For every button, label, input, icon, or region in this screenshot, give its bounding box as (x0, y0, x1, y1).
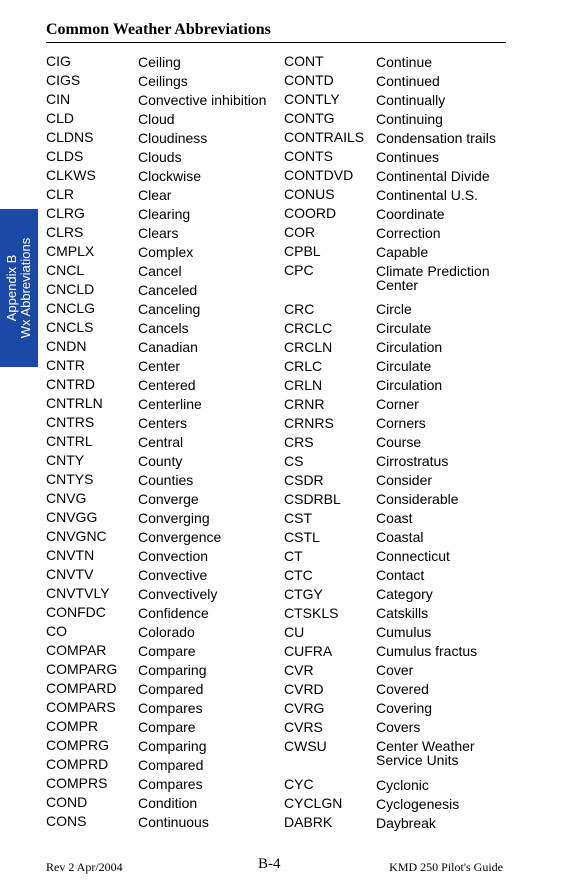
abbreviation-meaning: Circle (376, 301, 412, 317)
abbreviation-code: CNVG (46, 490, 87, 506)
abbreviation-code: COMPARD (46, 680, 117, 696)
abbreviation-meaning: Cyclonic (376, 776, 429, 793)
abbreviation-code: CST (284, 509, 312, 526)
abbreviation-meaning: Considerable (376, 491, 459, 507)
abbreviation-meaning: Clears (138, 224, 179, 241)
abbreviation-row (284, 452, 576, 471)
abbreviation-row (284, 52, 576, 71)
abbreviation-code: CRC (284, 300, 315, 317)
abbreviation-code: CONS (46, 813, 87, 829)
abbreviation-code: CONT (284, 53, 324, 69)
abbreviation-meaning: Coast (376, 510, 413, 526)
abbreviation-code: CO (46, 623, 67, 639)
abbreviation-meaning: Center Weather Service Units (376, 738, 475, 768)
abbreviation-code: CVRD (284, 680, 324, 697)
right-abbreviation-column (284, 52, 576, 832)
abbreviation-code: CNTRD (46, 376, 95, 392)
abbreviation-code: CLRS (46, 224, 84, 240)
abbreviation-meaning: Compares (138, 775, 203, 792)
abbreviation-row (284, 223, 576, 242)
abbreviation-meaning: Corner (376, 396, 419, 412)
abbreviation-row (284, 566, 576, 585)
abbreviation-code: CIN (46, 91, 71, 107)
footer-page-number: B-4 (258, 856, 281, 872)
abbreviation-row (284, 204, 576, 223)
abbreviation-code: CNCLS (46, 319, 94, 335)
abbreviation-row (284, 128, 576, 147)
abbreviation-code: CNTY (46, 452, 85, 468)
abbreviation-meaning: Covering (376, 700, 433, 716)
abbreviation-meaning: Corners (376, 415, 426, 431)
abbreviation-meaning: Cumulus fractus (376, 643, 478, 659)
abbreviation-row (284, 585, 576, 604)
abbreviation-code: DABRK (284, 814, 333, 830)
abbreviation-code: CVRG (284, 699, 325, 716)
abbreviation-row (284, 433, 576, 452)
abbreviation-meaning: Cumulus (376, 624, 432, 640)
abbreviation-meaning: Cover (376, 662, 414, 678)
abbreviation-row (284, 509, 576, 528)
abbreviation-row (284, 623, 576, 642)
abbreviation-code: CNVGNC (46, 528, 107, 544)
abbreviation-code: CWSU (284, 737, 327, 754)
abbreviation-meaning: Covered (376, 681, 429, 697)
abbreviation-code: CNTRLN (46, 395, 103, 411)
abbreviation-code: CNTYS (46, 471, 94, 487)
abbreviation-meaning: Clockwise (138, 167, 202, 184)
abbreviation-code: CYCLGN (284, 795, 343, 811)
abbreviation-code: CSDR (284, 471, 324, 488)
abbreviation-meaning: Convective (138, 566, 208, 583)
abbreviation-code: CMPLX (46, 243, 95, 259)
abbreviation-row (284, 261, 576, 300)
abbreviation-meaning: Capable (376, 243, 429, 260)
abbreviation-meaning: Continually (376, 91, 446, 108)
abbreviation-meaning: Continues (376, 148, 440, 165)
abbreviation-code: CLD (46, 110, 75, 126)
abbreviation-meaning: Cloudiness (138, 129, 208, 146)
abbreviation-meaning: Circulate (376, 320, 432, 336)
abbreviation-code: CONFDC (46, 604, 106, 620)
abbreviation-code: CIG (46, 53, 71, 69)
abbreviation-meaning: Coastal (376, 529, 424, 545)
abbreviation-row (284, 395, 576, 414)
abbreviation-row (284, 300, 576, 319)
abbreviation-meaning: Condensation trails (376, 129, 496, 146)
abbreviation-meaning: Central (138, 433, 184, 450)
abbreviation-row (284, 414, 576, 433)
abbreviation-code: CRCLN (284, 338, 333, 355)
abbreviation-code: CNDN (46, 338, 87, 354)
abbreviation-meaning: Centered (138, 376, 196, 393)
abbreviation-meaning: Covers (376, 719, 421, 735)
abbreviation-row (284, 357, 576, 376)
abbreviation-meaning: Contact (376, 567, 425, 583)
abbreviation-meaning: Clear (138, 186, 172, 203)
abbreviation-code: CRCLC (284, 319, 333, 336)
page-title: Common Weather Abbreviations (46, 21, 271, 38)
abbreviation-code: COMPR (46, 718, 99, 734)
abbreviation-row (284, 185, 576, 204)
abbreviation-meaning: Continuous (138, 813, 209, 830)
abbreviation-meaning: Compare (138, 718, 196, 735)
abbreviation-code: CONTDVD (284, 167, 354, 183)
abbreviation-meaning: Cancel (138, 262, 182, 279)
abbreviation-row (284, 528, 576, 547)
abbreviation-code: CRNR (284, 395, 325, 412)
abbreviation-code: CONTS (284, 148, 333, 164)
abbreviation-meaning: Condition (138, 794, 198, 811)
abbreviation-meaning: Compare (138, 642, 196, 659)
abbreviation-meaning: Comparing (138, 737, 207, 754)
abbreviation-meaning: Confidence (138, 604, 209, 621)
abbreviation-code: CNCLG (46, 300, 96, 316)
abbreviation-code: CU (284, 623, 305, 640)
appendix-side-tab-label (5, 238, 33, 338)
abbreviation-row (284, 604, 576, 623)
abbreviation-row (284, 71, 576, 90)
abbreviation-meaning: Catskills (376, 605, 429, 621)
abbreviation-meaning: Circulation (376, 377, 443, 393)
abbreviation-code: CONUS (284, 186, 335, 202)
abbreviation-meaning: County (138, 452, 183, 469)
abbreviation-meaning: Daybreak (376, 814, 436, 831)
abbreviation-meaning: Cyclogenesis (376, 795, 460, 812)
abbreviation-meaning: Colorado (138, 623, 195, 640)
abbreviation-meaning: Course (376, 434, 422, 450)
abbreviation-meaning: Centers (138, 414, 188, 431)
abbreviation-meaning: Ceiling (138, 53, 181, 70)
abbreviation-meaning: Canadian (138, 338, 198, 355)
abbreviation-meaning: Convection (138, 547, 209, 564)
abbreviation-meaning: Compared (138, 756, 204, 773)
abbreviation-row (284, 490, 576, 509)
abbreviation-meaning: Converge (138, 490, 199, 507)
abbreviation-meaning: Consider (376, 472, 433, 488)
abbreviation-meaning: Circulation (376, 339, 443, 355)
abbreviation-code: CPBL (284, 243, 321, 259)
abbreviation-meaning: Center (138, 357, 181, 374)
abbreviation-row (284, 376, 576, 395)
abbreviation-code: CTGY (284, 585, 323, 602)
abbreviation-code: CPC (284, 262, 314, 278)
side-tab-line-2: Wx Abbreviations (18, 237, 33, 339)
abbreviation-row (284, 794, 576, 813)
abbreviation-code: CONTRAILS (284, 129, 365, 145)
abbreviation-meaning: Centerline (138, 395, 202, 412)
abbreviation-meaning: Continental U.S. (376, 186, 478, 203)
abbreviation-code: CS (284, 452, 304, 469)
abbreviation-code: CVR (284, 661, 314, 678)
abbreviation-meaning: Continue (376, 53, 433, 70)
abbreviation-meaning: Cancels (138, 319, 189, 336)
abbreviation-meaning: Canceled (138, 281, 198, 298)
abbreviation-meaning: Convective inhibition (138, 91, 267, 108)
abbreviation-code: COR (284, 224, 316, 240)
abbreviation-meaning: Category (376, 586, 433, 602)
abbreviation-code: COND (46, 794, 88, 810)
abbreviation-code: CRNRS (284, 414, 334, 431)
abbreviation-row (284, 699, 576, 718)
abbreviation-meaning: Clearing (138, 205, 191, 222)
abbreviation-row (284, 547, 576, 566)
abbreviation-row (284, 109, 576, 128)
abbreviation-meaning: Continued (376, 72, 440, 89)
abbreviation-code: CONTG (284, 110, 335, 126)
abbreviation-code: CYC (284, 776, 314, 792)
abbreviation-meaning: Cirrostratus (376, 453, 449, 469)
abbreviation-code: CTC (284, 566, 313, 583)
abbreviation-meaning: Canceling (138, 300, 201, 317)
abbreviation-meaning: Compares (138, 699, 203, 716)
abbreviation-code: COMPARS (46, 699, 116, 715)
abbreviation-code: CT (284, 547, 303, 564)
abbreviation-meaning: Complex (138, 243, 194, 260)
abbreviation-code: CLRG (46, 205, 85, 221)
abbreviation-code: CLKWS (46, 167, 96, 183)
abbreviation-meaning: Connecticut (376, 548, 450, 564)
abbreviation-meaning: Compared (138, 680, 204, 697)
abbreviation-row (284, 338, 576, 357)
abbreviation-row (284, 471, 576, 490)
abbreviation-row (284, 642, 576, 661)
footer-guide-title: KMD 250 Pilot's Guide (389, 860, 503, 874)
abbreviation-row (284, 166, 576, 185)
abbreviation-code: CONTD (284, 72, 334, 88)
abbreviation-code: CONTLY (284, 91, 340, 107)
abbreviation-code: COMPAR (46, 642, 107, 658)
abbreviation-code: CRLN (284, 376, 323, 393)
abbreviation-meaning: Correction (376, 224, 441, 241)
abbreviation-code: CTSKLS (284, 604, 339, 621)
abbreviation-code: CSTL (284, 528, 320, 545)
abbreviation-code: CSDRBL (284, 490, 341, 507)
abbreviation-row (284, 775, 576, 794)
abbreviation-row (284, 813, 576, 832)
abbreviation-row (284, 242, 576, 261)
abbreviation-code: CNTRL (46, 433, 93, 449)
abbreviation-meaning: Continuing (376, 110, 443, 127)
footer-revision: Rev 2 Apr/2004 (46, 860, 123, 874)
abbreviation-code: CRS (284, 433, 314, 450)
abbreviation-meaning: Coordinate (376, 205, 445, 222)
abbreviation-code: COMPRG (46, 737, 109, 753)
header-rule (46, 42, 506, 43)
abbreviation-code: CNVGG (46, 509, 98, 525)
abbreviation-code: COMPRS (46, 775, 108, 791)
abbreviation-meaning: Convergence (138, 528, 222, 545)
abbreviation-code: CRLC (284, 357, 323, 374)
side-tab-line-1: Appendix B (4, 254, 19, 322)
abbreviation-code: CUFRA (284, 642, 333, 659)
abbreviation-code: CIGS (46, 72, 81, 88)
abbreviation-code: CNVTV (46, 566, 94, 582)
abbreviation-meaning: Cloud (138, 110, 175, 127)
abbreviation-code: CLR (46, 186, 75, 202)
abbreviation-code: CLDNS (46, 129, 94, 145)
abbreviation-meaning: Circulate (376, 358, 432, 374)
abbreviation-meaning: Comparing (138, 661, 207, 678)
abbreviation-code: CNVTN (46, 547, 95, 563)
abbreviation-row (284, 319, 576, 338)
abbreviation-row (284, 90, 576, 109)
abbreviation-meaning: Counties (138, 471, 194, 488)
abbreviation-meaning: Continental Divide (376, 167, 490, 184)
abbreviation-row (284, 718, 576, 737)
abbreviation-code: COMPRD (46, 756, 109, 772)
abbreviation-code: CNTR (46, 357, 85, 373)
abbreviation-meaning: Ceilings (138, 72, 188, 89)
abbreviation-row (284, 661, 576, 680)
abbreviation-code: CNCLD (46, 281, 95, 297)
abbreviation-row (284, 680, 576, 699)
abbreviation-row (284, 737, 576, 776)
abbreviation-code: CNVTVLY (46, 585, 110, 601)
abbreviation-meaning: Convectively (138, 585, 218, 602)
abbreviation-code: CLDS (46, 148, 84, 164)
abbreviation-meaning: Climate Prediction Center (376, 262, 490, 293)
abbreviation-code: CNTRS (46, 414, 95, 430)
abbreviation-code: COORD (284, 205, 337, 221)
abbreviation-meaning: Clouds (138, 148, 182, 165)
abbreviation-code: COMPARG (46, 661, 118, 677)
abbreviation-code: CVRS (284, 718, 323, 735)
abbreviation-code: CNCL (46, 262, 85, 278)
abbreviation-row (284, 147, 576, 166)
abbreviation-meaning: Converging (138, 509, 210, 526)
